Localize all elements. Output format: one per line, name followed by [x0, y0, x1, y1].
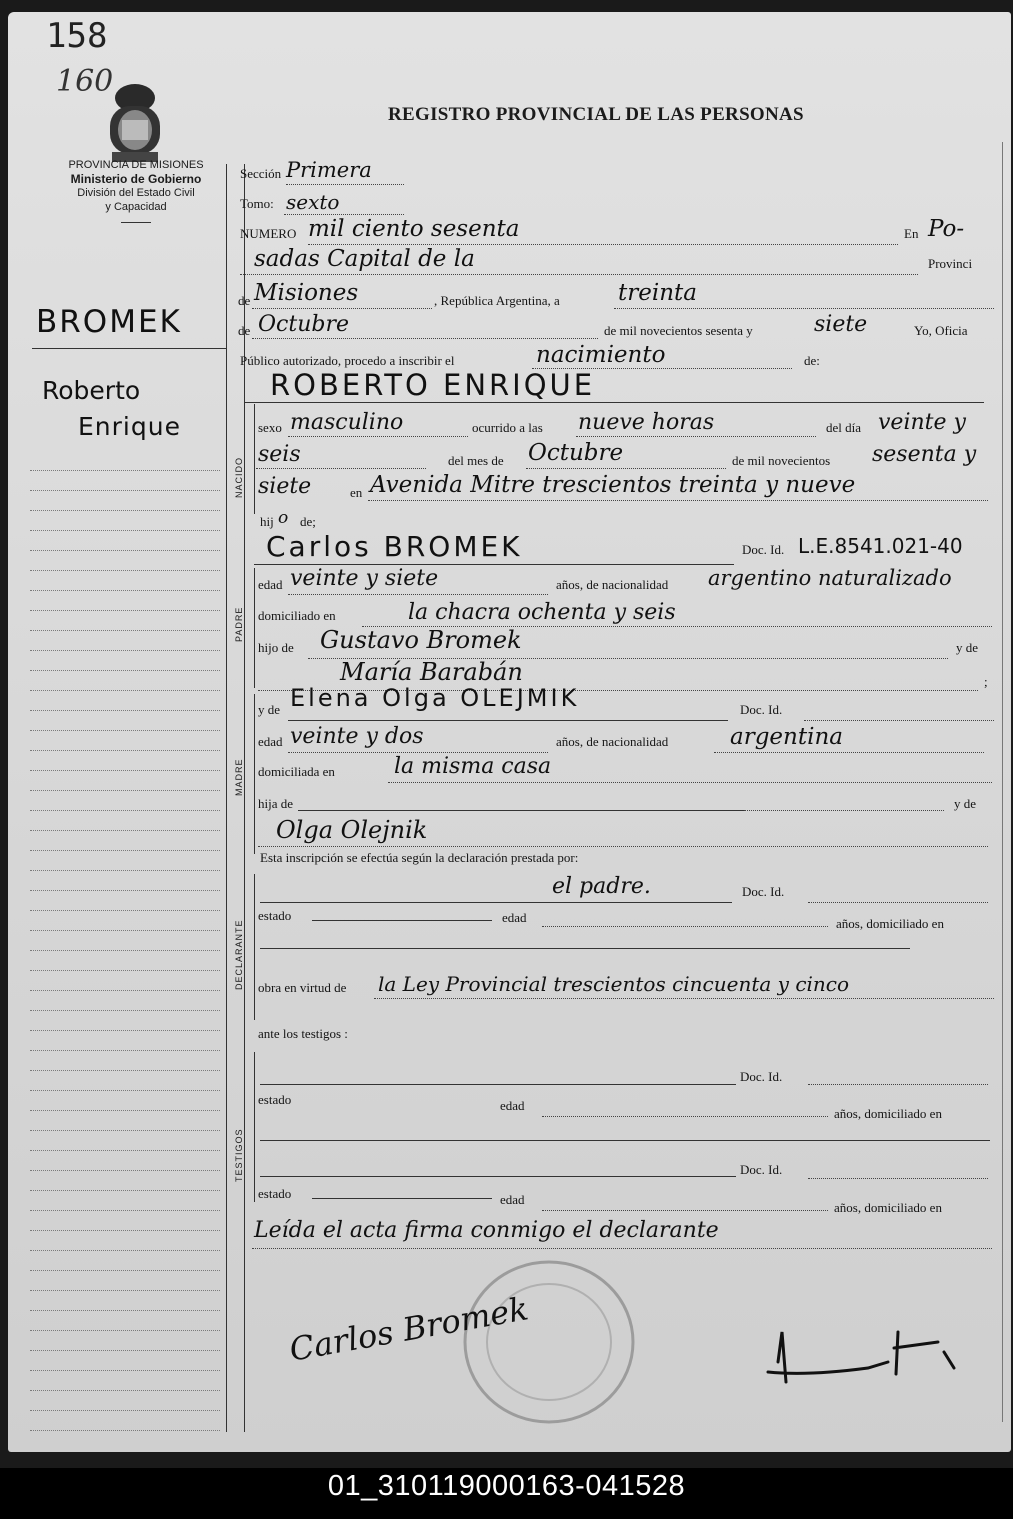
padre-yde-label: y de	[956, 640, 979, 655]
madre-dom-value: la misma casa	[394, 754, 552, 779]
testigo2-edad-label: edad	[500, 1192, 525, 1207]
hijo-de-label: de;	[300, 514, 316, 529]
left-margin-rule	[226, 164, 227, 1432]
anio-value: siete	[814, 312, 868, 337]
seccion-line	[286, 184, 404, 185]
padre-semicolon: ;	[984, 674, 988, 689]
nacido-mil-label: de mil novecientos	[732, 453, 831, 468]
padre-nac-value: argentino naturalizado	[708, 566, 952, 590]
declarante-obra-line	[374, 998, 994, 999]
padre-edad-value: veinte y siete	[290, 566, 439, 591]
nacido-dia-value: veinte y	[878, 410, 966, 435]
declarante-name-value: el padre.	[552, 874, 651, 899]
declarante-dom-line	[260, 948, 910, 949]
de3-label: de:	[804, 353, 820, 368]
lugar-value: Avenida Mitre trescientos treinta y nueve	[370, 472, 856, 498]
madre-dom-line	[388, 782, 992, 783]
madre-name-value: Elena Olga OLEJMIK	[290, 684, 580, 712]
closing-line	[252, 1248, 992, 1249]
testigo1-dom-line	[260, 1140, 990, 1141]
testigo1-edad-line	[542, 1116, 828, 1117]
madre-yde2-label: y de	[954, 796, 977, 811]
madre-hijade-dotline	[744, 810, 944, 811]
child-name-rule	[244, 402, 984, 403]
nacido-mes-value: Octubre	[528, 440, 624, 466]
madre-section-label: MADRE	[234, 758, 244, 796]
padre-edad-line	[288, 594, 548, 595]
padre-name-rule	[254, 564, 734, 565]
declarante-bracket	[254, 874, 255, 1020]
tomo-value: sexto	[286, 190, 340, 214]
declarante-doc-label: Doc. Id.	[742, 884, 785, 899]
ocurrido-label: ocurrido a las	[472, 420, 543, 435]
padre-bracket	[254, 568, 255, 688]
testigos-section-label: TESTIGOS	[234, 1128, 244, 1182]
declarante-obra-label: obra en virtud de	[258, 980, 347, 995]
padre-madre-value: María Barabán	[340, 658, 523, 686]
declarante-edad-label: edad	[502, 910, 527, 925]
padre-dom-label: domiciliado en	[258, 608, 336, 623]
testigo1-estado-label: estado	[258, 1092, 292, 1107]
nacido-dia-value2: seis	[258, 442, 301, 467]
file-id-label: 01_310119000163-041528	[327, 1470, 686, 1502]
child-name-value: ROBERTO ENRIQUE	[270, 368, 596, 402]
madre-madre-value: Olga Olejnik	[276, 816, 428, 844]
sexo-line	[288, 436, 468, 437]
nacido-bracket	[254, 404, 255, 514]
testigo2-estado-label: estado	[258, 1186, 292, 1201]
acto-value: nacimiento	[536, 342, 666, 368]
declarante-intro: Esta inscripción se efectúa según la declaración prestada por:	[260, 850, 579, 865]
declarant-signature: Carlos Bromek	[286, 1289, 532, 1369]
line2-value: sadas Capital de la	[254, 246, 475, 272]
madre-edad-value: veinte y dos	[290, 724, 424, 749]
padre-section-label: PADRE	[234, 606, 244, 642]
testigo1-name-line	[260, 1084, 736, 1085]
testigo2-edad-line	[542, 1210, 828, 1211]
sexo-value: masculino	[290, 410, 404, 435]
padre-name-value: Carlos BROMEK	[266, 530, 523, 563]
seccion-label: Sección	[240, 166, 282, 181]
margin-name-line1: Roberto	[42, 376, 141, 405]
mes-label: del mes de	[448, 453, 504, 468]
nacido-en-label: en	[350, 485, 363, 500]
testigo2-name-line	[260, 1176, 736, 1177]
testigo1-edad-label: edad	[500, 1098, 525, 1113]
padre-hijode-label: hijo de	[258, 640, 294, 655]
publico-label: Público autorizado, procedo a inscribir el	[240, 353, 455, 368]
republica-label: , República Argentina, a	[434, 293, 560, 308]
nacido-anio-value: sesenta y	[872, 442, 977, 467]
official-stamp-icon	[454, 1252, 644, 1432]
document-title: REGISTRO PROVINCIAL DE LAS PERSONAS	[388, 104, 804, 125]
seccion-value: Primera	[286, 158, 372, 182]
testigo2-doc-label: Doc. Id.	[740, 1162, 783, 1177]
padre-doc-value: L.E.8541.021-40	[798, 534, 963, 558]
testigo1-doc-label: Doc. Id.	[740, 1069, 783, 1084]
numero-label: NUMERO	[240, 226, 297, 241]
nacido-mes-line	[526, 468, 726, 469]
declarante-obra-value: la Ley Provincial trescientos cincuenta y cinco	[378, 972, 850, 996]
madre-doc-line	[804, 720, 994, 721]
dia2-line	[256, 468, 426, 469]
header-rule	[121, 222, 151, 223]
lugar-line	[368, 500, 988, 501]
dia-value: treinta	[618, 280, 697, 306]
yo-label: Yo, Oficia	[914, 323, 968, 338]
madre-madre-line	[258, 846, 988, 847]
mes-line	[252, 338, 598, 339]
madre-dom-label: domiciliada en	[258, 764, 335, 779]
madre-hijade-line	[298, 810, 744, 811]
tomo-label: Tomo:	[240, 196, 274, 211]
right-edge-rule	[1002, 142, 1003, 1422]
page-number-top: 158	[46, 16, 108, 56]
closing-text: Leída el acta firma conmigo el declarante	[254, 1218, 719, 1243]
margin-surname: BROMEK	[36, 304, 182, 340]
margin-surname-rule	[32, 348, 226, 349]
testigo2-doc-line	[808, 1178, 988, 1179]
declarante-estado-label: estado	[258, 908, 292, 923]
testigo2-estado-line	[312, 1198, 492, 1199]
dia-line	[614, 308, 994, 309]
de-value: Misiones	[254, 280, 359, 306]
madre-edad-label: edad	[258, 734, 283, 749]
nacido-anio-value2: siete	[258, 474, 312, 499]
padre-dom-value: la chacra ochenta y seis	[408, 600, 676, 625]
mil-label: de mil novecientos sesenta y	[604, 323, 753, 338]
testigos-ante-label: ante los testigos :	[258, 1026, 348, 1041]
ministry-label: Ministerio de Gobierno	[70, 172, 202, 186]
tomo-line	[284, 214, 404, 215]
capacity-label: y Capacidad	[105, 201, 167, 213]
testigo2-anios-label: años, domiciliado en	[834, 1200, 942, 1215]
madre-edad-line	[288, 752, 548, 753]
coat-of-arms-icon	[96, 78, 174, 168]
hora-value: nueve horas	[578, 410, 715, 435]
officer-signature-icon	[748, 1292, 978, 1402]
line2-line	[240, 274, 918, 275]
declarante-edad-line	[542, 926, 828, 927]
madre-nac-label: años, de nacionalidad	[556, 734, 669, 749]
declarante-section-label: DECLARANTE	[234, 919, 244, 990]
numero-value: mil ciento sesenta	[308, 216, 520, 242]
madre-nac-value: argentina	[730, 724, 843, 750]
de-label: de	[238, 293, 251, 308]
mes-value: Octubre	[258, 312, 349, 337]
madre-bracket	[254, 694, 255, 854]
page-number-second: 160	[56, 64, 114, 99]
margin-name-line2: Enrique	[78, 412, 181, 441]
hijo-label: hij	[260, 514, 274, 529]
madre-name-rule	[288, 720, 728, 721]
en-value: Po-	[928, 216, 965, 242]
provinci-label: Provinci	[928, 256, 973, 271]
header-left	[38, 158, 234, 223]
de-line	[252, 308, 432, 309]
madre-doc-label: Doc. Id.	[740, 702, 783, 717]
sexo-label: sexo	[258, 420, 282, 435]
padre-hijode-value: Gustavo Bromek	[320, 626, 522, 654]
document-page	[8, 12, 1011, 1452]
madre-nac-line	[714, 752, 984, 753]
padre-nac-label: años, de nacionalidad	[556, 577, 669, 592]
declarante-doc-line	[808, 902, 988, 903]
de2-label: de	[238, 323, 251, 338]
dia-label: del día	[826, 420, 862, 435]
nacido-section-label: NACIDO	[234, 456, 244, 498]
madre-yde-label: y de	[258, 702, 281, 717]
en-label: En	[904, 226, 919, 241]
province-label: PROVINCIA DE MISIONES	[68, 159, 204, 171]
madre-hijade-label: hija de	[258, 796, 294, 811]
testigos-bracket	[254, 1052, 255, 1202]
hijo-suffix: o	[278, 508, 289, 528]
testigo1-anios-label: años, domiciliado en	[834, 1106, 942, 1121]
padre-edad-label: edad	[258, 577, 283, 592]
testigo1-doc-line	[808, 1084, 988, 1085]
division-label: División del Estado Civil	[77, 187, 195, 199]
hora-line	[576, 436, 816, 437]
numero-line	[308, 244, 898, 245]
padre-doc-label: Doc. Id.	[742, 542, 785, 557]
declarante-name-rule	[260, 902, 732, 903]
declarante-estado-line	[312, 920, 492, 921]
declarante-anios-label: años, domiciliado en	[836, 916, 944, 931]
